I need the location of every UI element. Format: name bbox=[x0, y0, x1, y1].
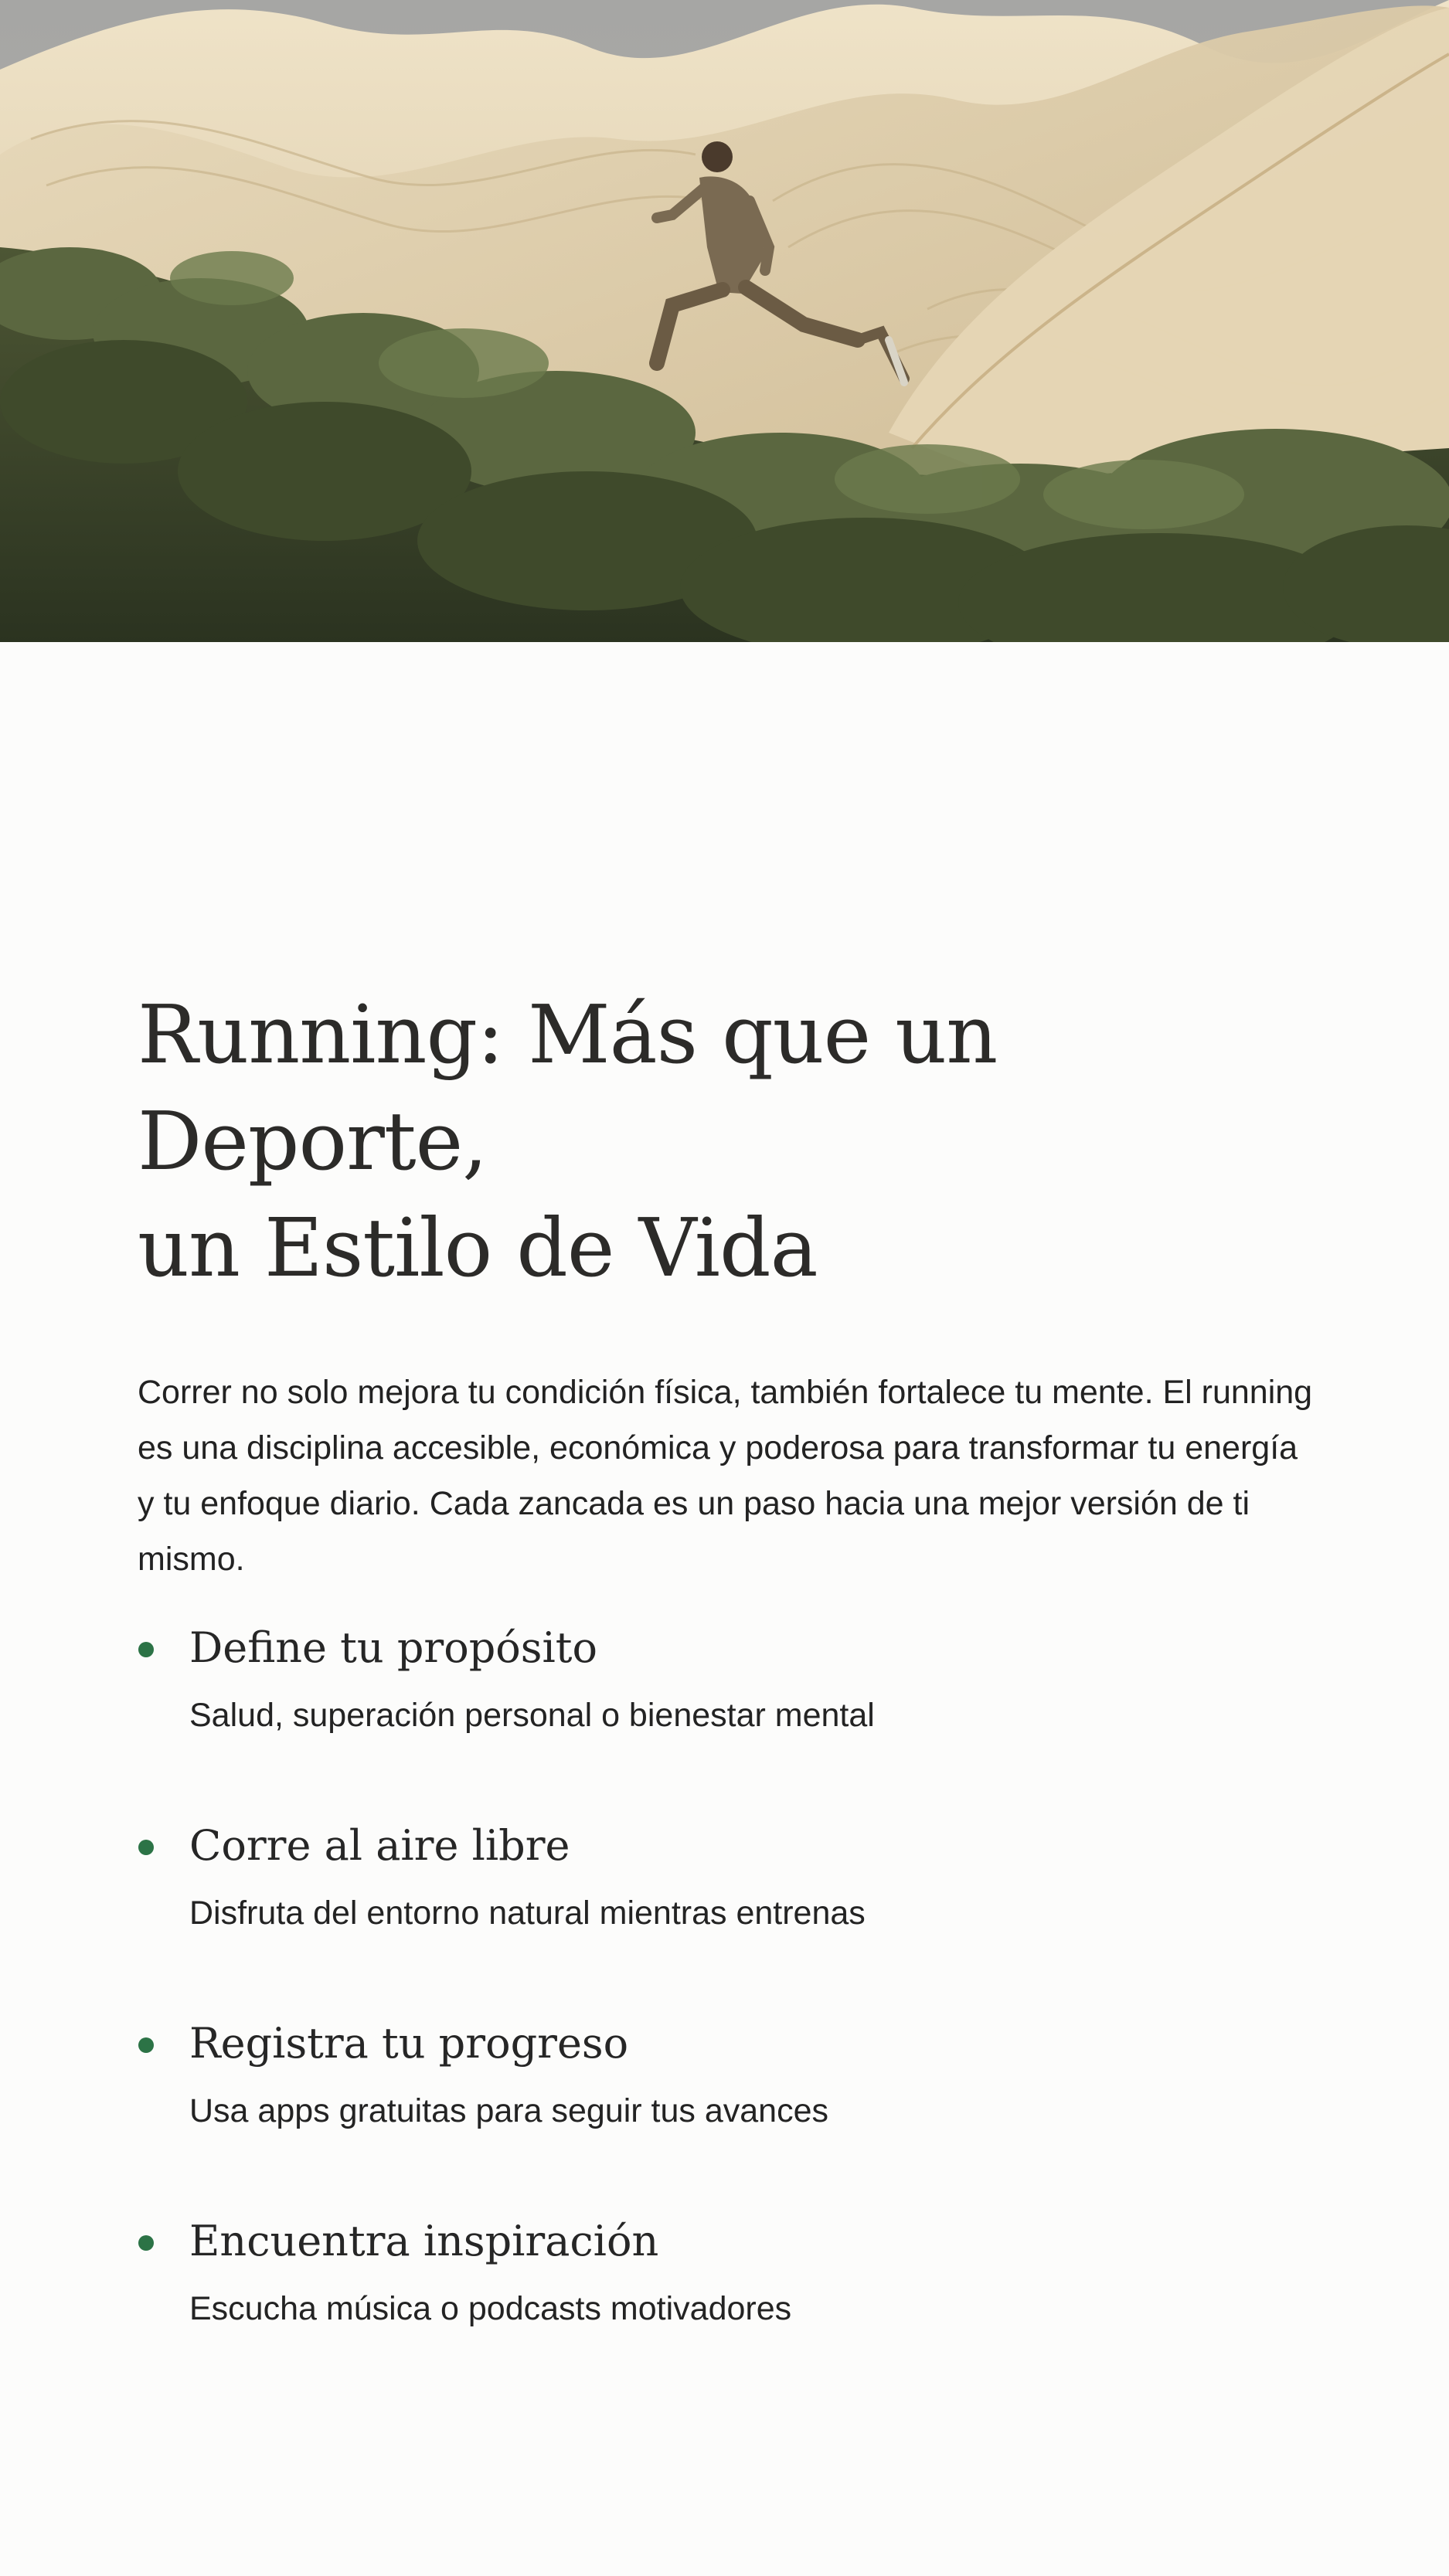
list-item bbox=[138, 1621, 1343, 1819]
list-item bbox=[138, 2214, 1343, 2412]
hero-illustration bbox=[0, 0, 1449, 642]
feature-description: Escucha música o podcasts motivadores bbox=[189, 2290, 792, 2327]
feature-title: Define tu propósito bbox=[189, 1623, 597, 1672]
feature-list bbox=[138, 1621, 1343, 2412]
feature-title: Corre al aire libre bbox=[189, 1821, 570, 1870]
intro-paragraph: Correr no solo mejora tu condición física, también fortalece tu mente. El running es una disciplina accesible, económica y poderosa para transformar tu energía y tu enfoque diario. Cada zancada es un paso hacia una mejor versión de ti mismo. bbox=[138, 1374, 1313, 1578]
hero-image bbox=[0, 0, 1449, 642]
bullet-icon bbox=[138, 2235, 154, 2251]
bullet-icon bbox=[138, 2037, 154, 2053]
article bbox=[138, 981, 1343, 2412]
title-line-2: un Estilo de Vida bbox=[138, 1201, 818, 1295]
list-item bbox=[138, 1819, 1343, 2017]
page-title bbox=[138, 981, 1343, 1301]
feature-description: Usa apps gratuitas para seguir tus avances bbox=[189, 2092, 829, 2129]
feature-title: Registra tu progreso bbox=[189, 2019, 629, 2068]
title-line-1: Running: Más que un Deporte, bbox=[138, 987, 998, 1188]
feature-title: Encuentra inspiración bbox=[189, 2217, 659, 2265]
bullet-icon bbox=[138, 1642, 154, 1657]
feature-description: Salud, superación personal o bienestar mental bbox=[189, 1697, 875, 1734]
feature-description: Disfruta del entorno natural mientras entrenas bbox=[189, 1895, 866, 1932]
bullet-icon bbox=[138, 1840, 154, 1855]
list-item bbox=[138, 2017, 1343, 2214]
